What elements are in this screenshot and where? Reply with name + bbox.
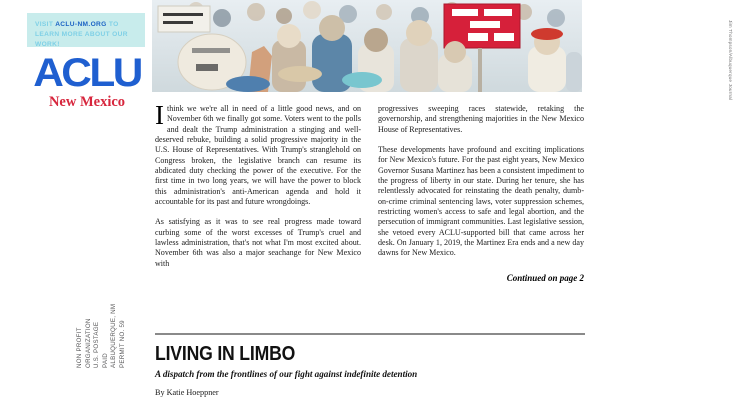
article-paragraph: progressives sweeping races statewide, retaking the governorship, and strengthening majorities in the New Mexico House of Representatives.: [378, 104, 584, 134]
indicia-line-6: PERMIT NO. 59: [118, 320, 126, 368]
masthead-photo: [152, 0, 733, 101]
indicia-line-3: U.S. POSTAGE: [93, 321, 101, 368]
indicia-line-1: NON PROFIT: [76, 327, 83, 368]
indicia-line-2: ORGANIZATION: [84, 318, 92, 368]
lead-article: [155, 100, 585, 330]
indicia-line-5: ALBUQUERQUE, NM: [110, 303, 118, 368]
promo-after: TO LEARN MORE ABOUT OUR WORK!: [35, 21, 128, 48]
promo-text: [35, 20, 139, 50]
aclu-affiliate-name: New Mexico: [48, 94, 126, 110]
crowd-protest-illustration: [152, 0, 582, 92]
continued-note[interactable]: Continued on page 2: [506, 272, 584, 283]
aclu-wordmark: ACLU: [33, 51, 141, 95]
feature-headline[interactable]: LIVING IN LIMBO: [155, 343, 296, 365]
promo-url[interactable]: ACLU-NM.ORG: [55, 21, 107, 28]
promo-before: VISIT: [35, 21, 56, 28]
article-column-left: [155, 100, 361, 330]
mailing-indicia: [16, 250, 136, 370]
section-divider: [155, 333, 585, 335]
indicia-line-4: PAID: [101, 353, 109, 368]
article-column-right: [378, 104, 584, 330]
feature-deck: A dispatch from the frontlines of our fight against indefinite detention: [155, 369, 418, 379]
sign-left: [158, 6, 210, 32]
article-paragraph: Ithink we we're all in need of a little good news, and on November 6th we finally got some. Voters went to the polls and dealt the Trump administration a stinging and well-deserved rebuke, building a solid progressive majority in the U.S. House of Representatives. With Trump's stranglehold on Congress broken, the legislative branch can resume its abdicated duty checking the power of the executive. For the first time in two long years, we will have the power to block this administration's anti-American agenda and hold it accountable for its past and future wrongdoings.: [155, 100, 361, 207]
feature-byline: By Katie Hoeppner: [155, 388, 219, 397]
photo-credit: Jim Thompson/Albuquerque Journal: [728, 20, 733, 101]
aclu-logo: [24, 51, 150, 111]
article-paragraph: These developments have profound and exciting implications for New Mexico's future. For the past eight years, New Mexico Governor Susana Martinez has been a consistent impediment to the progress of liberty in our state. During her tenure, she has relentlessly advocated for reinstating the death penalty, dumb-on-crime criminal sentencing laws, voter suppression schemes, restricting women's access to safe and legal abortion, and the persecution of immigrant communities. Last legislative session, she vetoed every ACLU-supported bill that came across her desk. On January 1, 2019, the Martinez Era ends and a new day dawns for New Mexico.: [378, 145, 584, 258]
article-paragraph: As satisfying as it was to see real progress made toward curbing some of the worst excesses of Trump's cruel and lawless administration, that's not what I'm most excited about. November 6th was also a major seachange for New Mexico with: [155, 217, 361, 268]
promo-banner[interactable]: [27, 13, 145, 47]
